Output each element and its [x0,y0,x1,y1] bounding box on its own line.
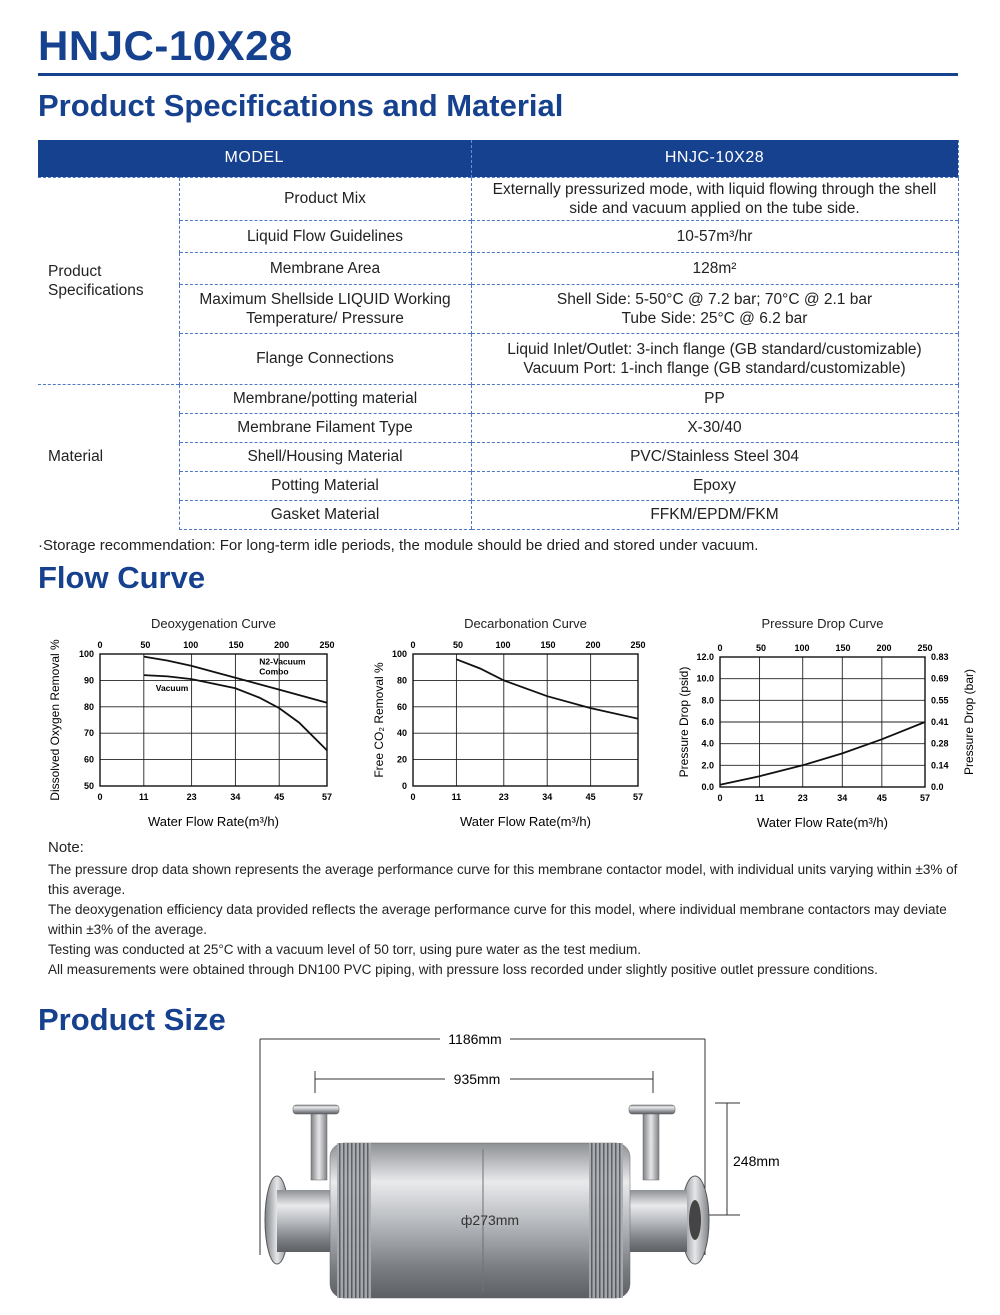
left-vacuum-flange [293,1105,339,1114]
spec-heading: Product Specifications and Material [38,88,564,123]
x-top-tick-label: 0 [410,640,416,650]
y-tick-label: 10.0 [696,673,714,684]
product-size-drawing [255,1025,780,1315]
x-tick-label: 57 [632,792,644,802]
spec-value: X-30/40 [471,413,958,442]
y-tick-label: 80 [396,675,407,686]
y-axis-label: Pressure Drop (psid) [677,666,691,778]
header-value: HNJC-10X28 [471,140,958,177]
y-tick-label: 60 [83,754,94,765]
spec-value: FFKM/EPDM/FKM [471,500,958,529]
x-top-tick-label: 50 [755,643,767,653]
x-tick-label: 23 [498,792,509,802]
port-spacing-label: 935mm [453,1071,501,1087]
right-end-cap [589,1143,623,1298]
y-tick-label: 12.0 [696,652,714,662]
x-tick-label: 0 [410,792,416,802]
spec-value: 10-57m³/hr [471,220,958,252]
spec-value: Epoxy [471,471,958,500]
table-header-row [38,140,958,177]
y-tick-label: 40 [396,728,407,739]
chart-svg [670,612,990,837]
x-tick-label: 11 [754,793,765,803]
chart-title: Decarbonation Curve [464,616,587,631]
x-tick-label: 34 [230,792,241,802]
y2-tick-label: 0.28 [931,738,949,749]
y-tick-label: 0 [401,781,407,791]
y-tick-label: 100 [391,649,407,659]
x-tick-label: 45 [585,792,596,802]
chart-title: Deoxygenation Curve [150,616,277,631]
spec-table [38,140,959,530]
group-product-specifications: Product Specifications [38,177,179,384]
group-material: Material [38,384,179,529]
plot-frame [413,654,638,786]
y-tick-label: 4.0 [701,738,714,749]
x-tick-label: 57 [321,792,333,802]
x-tick-label: 11 [139,792,149,802]
spec-label: Membrane Filament Type [179,413,471,442]
right-pipe [625,1190,687,1252]
y2-tick-label: 0.83 [931,652,949,662]
right-flange-bore [689,1200,701,1240]
table-row [38,177,958,220]
x-tick-label: 23 [797,793,808,803]
spec-label: Membrane/potting material [179,384,471,413]
x-top-tick-label: 150 [228,640,244,650]
x-top-tick-label: 150 [540,640,556,650]
plot-frame [100,654,327,786]
spec-value: Externally pressurized mode, with liquid flowing through the shell side and vacuum applied on the tube side. [471,177,958,220]
y-axis-label: Free CO₂ Removal % [372,662,386,778]
left-pipe [277,1190,337,1252]
y-tick-label: 100 [78,649,94,659]
y-tick-label: 8.0 [701,695,714,706]
y-tick-label: 60 [396,701,407,712]
x-tick-label: 0 [97,792,103,802]
x-top-tick-label: 100 [794,643,810,653]
x-tick-label: 45 [274,792,285,802]
x-axis-label: Water Flow Rate(m³/h) [148,814,279,829]
y2-axis-label: Pressure Drop (bar) [962,668,976,776]
chart-svg [45,612,345,837]
right-vacuum-flange [629,1105,675,1114]
x-top-tick-label: 200 [876,643,892,653]
spec-label: Potting Material [179,471,471,500]
decarbonation-chart [365,612,650,837]
header-model: MODEL [38,140,471,177]
y-tick-label: 0.0 [701,782,714,792]
y2-tick-label: 0.69 [931,673,949,684]
y-tick-label: 70 [83,728,94,739]
y-tick-label: 90 [83,675,94,686]
storage-note: ·Storage recommendation: For long-term idle periods, the module should be dried and stored under vacuum. [38,537,759,554]
y-tick-label: 6.0 [701,717,714,727]
spec-label: Membrane Area [179,252,471,284]
series-label: N2-Vacuum [259,656,306,667]
table-row [38,384,958,413]
spec-label: Product Mix [179,177,471,220]
y2-tick-label: 0.41 [931,717,949,727]
spec-label: Liquid Flow Guidelines [179,220,471,252]
note-line: The deoxygenation efficiency data provided reflects the average performance curve for this model, where individual membrane contactors may deviate within ±3% of the average. [48,902,947,937]
x-tick-label: 23 [186,792,197,802]
left-vacuum-pipe [311,1110,327,1180]
spec-label: Maximum Shellside LIQUID Working Temperature/ Pressure [179,284,471,333]
y2-tick-label: 0.55 [931,695,949,706]
y2-tick-label: 0.0 [931,782,944,792]
y-tick-label: 20 [396,754,407,765]
x-top-tick-label: 50 [452,640,464,650]
left-end-cap [337,1143,371,1298]
membrane-contactor-illustration [255,1025,780,1310]
diameter-label: ф273mm [460,1212,520,1228]
spec-value: PP [471,384,958,413]
x-top-tick-label: 250 [917,643,933,653]
x-top-tick-label: 150 [835,643,851,653]
spec-value: 128m² [471,252,958,284]
chart-title: Pressure Drop Curve [761,616,884,631]
x-top-tick-label: 200 [274,640,290,650]
series-line [720,722,925,785]
overall-length-label: 1186mm [448,1031,502,1047]
deoxygenation-chart [45,612,345,837]
chart-svg [365,612,650,837]
x-tick-label: 45 [876,793,887,803]
x-top-tick-label: 100 [183,640,199,650]
pressure-drop-chart [670,612,990,837]
series-label: Vacuum [155,682,189,693]
x-tick-label: 11 [451,792,462,802]
notes-block [48,838,958,980]
x-tick-label: 57 [919,793,931,803]
y-axis-label: Dissolved Oxygen Removal % [48,639,62,801]
x-top-tick-label: 200 [585,640,601,650]
page-title: HNJC-10X28 [38,22,293,69]
spec-value: PVC/Stainless Steel 304 [471,442,958,471]
size-heading: Product Size [38,1002,226,1037]
spec-label: Shell/Housing Material [179,442,471,471]
height-label: 248mm [733,1153,780,1169]
x-top-tick-label: 50 [140,640,151,650]
spec-value: Liquid Inlet/Outlet: 3-inch flange (GB standard/customizable) Vacuum Port: 1-inch flange (GB standard/customizable) [471,333,958,384]
y-tick-label: 2.0 [701,760,714,771]
notes-heading: Note: [48,839,84,856]
note-line: Testing was conducted at 25°C with a vacuum level of 50 torr, using pure water as the test medium. [48,942,641,957]
flow-heading: Flow Curve [38,560,206,595]
spec-label: Gasket Material [179,500,471,529]
x-top-tick-label: 0 [97,640,103,650]
x-tick-label: 34 [837,793,848,803]
y2-tick-label: 0.14 [931,760,949,771]
x-top-tick-label: 250 [319,640,335,650]
x-axis-label: Water Flow Rate(m³/h) [460,814,591,829]
note-line: All measurements were obtained through DN100 PVC piping, with pressure loss recorded under slightly positive outlet pressure conditions. [48,962,878,977]
spec-value: Shell Side: 5-50°C @ 7.2 bar; 70°C @ 2.1 bar Tube Side: 25°C @ 6.2 bar [471,284,958,333]
spec-label: Flange Connections [179,333,471,384]
note-line: The pressure drop data shown represents the average performance curve for this membrane contactor model, with individual units varying within ±3% of this average. [48,862,958,897]
right-vacuum-pipe [643,1110,659,1180]
title-divider [38,73,958,76]
x-top-tick-label: 250 [630,640,646,650]
y-tick-label: 80 [83,701,94,712]
x-tick-label: 34 [542,792,553,802]
x-tick-label: 0 [717,793,723,803]
y-tick-label: 50 [83,781,94,791]
x-top-tick-label: 100 [495,640,511,650]
x-axis-label: Water Flow Rate(m³/h) [757,815,888,830]
series-label: Combo [259,666,289,677]
x-top-tick-label: 0 [717,643,723,653]
